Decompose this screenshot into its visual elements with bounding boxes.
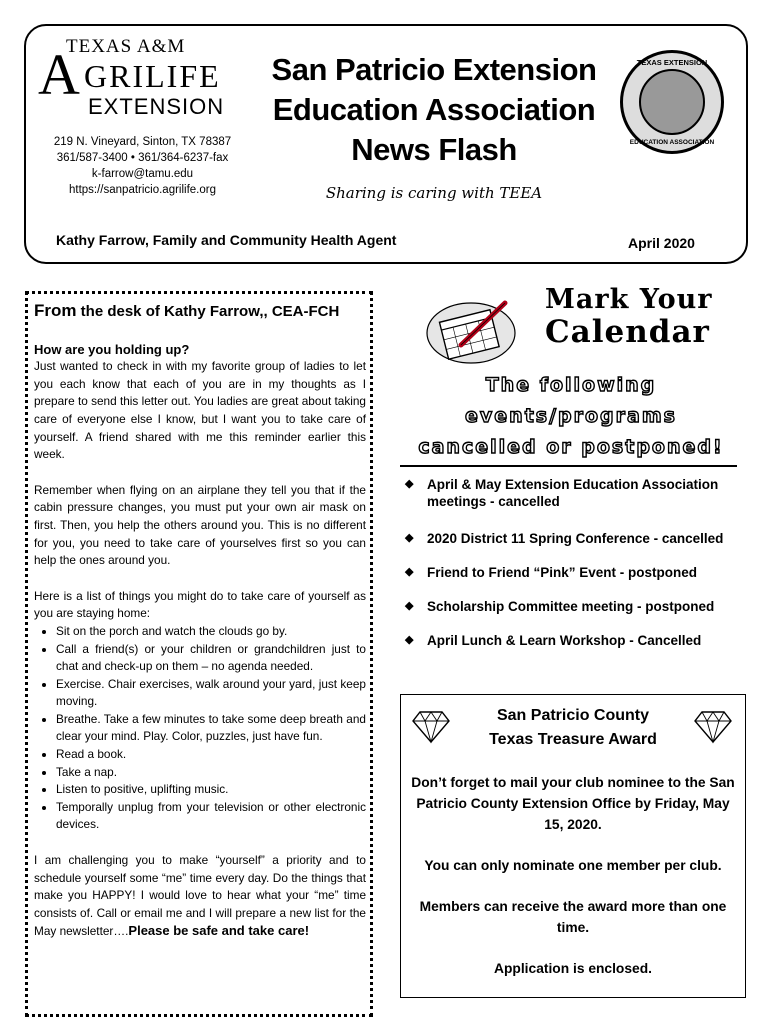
award-paragraph-2: You can only nominate one member per club. <box>424 858 722 873</box>
list-item <box>405 598 745 615</box>
list-item <box>405 476 745 510</box>
list-item: • Listen to positive, uplifting music. <box>56 781 366 799</box>
event-list <box>405 470 745 648</box>
diamond-bullet-icon: ◆ <box>405 634 414 646</box>
list-item: • Read a book. <box>56 746 366 764</box>
divider <box>400 465 737 467</box>
desk-paragraph-2: Remember when flying on an airplane they tell you that if the cabin pressure changes, you must put your own air mask on first. Then, you help the others around you. This is no different for you, you need to take care of yourselves first so you can help the ones around you. <box>34 482 366 568</box>
event-text: April Lunch & Learn Workshop - Cancelled <box>427 633 702 648</box>
desk-title <box>34 302 366 321</box>
desk-paragraph-1: Just wanted to check in with my favorite group of ladies to let you each know that each of you are in my thoughts as I prepare to send this letter out. You ladies are great about taking care of everyone else I know, but I want you to take care of yourself. A friend shared with me this reminder earlier this week. <box>34 359 366 462</box>
desk-title-rest: the desk of Kathy Farrow,, CEA-FCH <box>76 303 340 320</box>
email-link[interactable]: k-farrow@tamu.edu <box>91 168 194 180</box>
list-item: • Temporally unplug from your television or other electronic devices. <box>56 799 366 834</box>
desk-paragraph-3: Here is a list of things you might do to take care of yourself as you are staying home: <box>34 588 366 621</box>
award-paragraph-3: Members can receive the award more than one time. <box>419 899 727 935</box>
list-item: • Exercise. Chair exercises, walk around your yard, just keep moving. <box>56 676 366 711</box>
agrilife-logo <box>38 36 243 120</box>
list-item <box>405 564 745 581</box>
diamond-bullet-icon: ◆ <box>405 600 414 612</box>
cancelled-heading <box>405 370 737 463</box>
desk-paragraph-4-text: I am challenging you to make “yourself” a priority and to schedule yourself some “me” time every day. Do the things that make you HAPPY! I would love to hear what your “me” time consists of. Call or email me and I will prepare a new list for the May newsletter…. <box>34 853 366 939</box>
event-text: Scholarship Committee meeting - postponed <box>427 599 715 614</box>
list-item <box>405 530 745 547</box>
cancelled-heading-line2: events/programs <box>465 405 677 427</box>
award-title <box>440 704 706 752</box>
list-item: • Take a nap. <box>56 764 366 782</box>
event-text: 2020 District 11 Spring Conference - cancelled <box>427 531 724 546</box>
seal-top-text: TEXAS EXTENSION <box>636 58 708 67</box>
award-title-line2: Texas Treasure Award <box>489 731 657 748</box>
event-text: Friend to Friend “Pink” Event - postponed <box>427 565 698 580</box>
logo-line3: EXTENSION <box>88 94 225 119</box>
diamond-bullet-icon: ◆ <box>405 478 414 490</box>
award-body <box>410 772 736 999</box>
tagline: Sharing is caring with TEEA <box>325 184 543 202</box>
texas-map-icon <box>639 69 705 135</box>
calendar-pen-icon <box>425 295 517 365</box>
list-item: • Sit on the porch and watch the clouds go by. <box>56 623 366 641</box>
title-line2: Education Association <box>272 92 596 127</box>
desk-question: How are you holding up? <box>34 341 190 357</box>
agent-name: Kathy Farrow, Family and Community Health Agent <box>56 232 397 248</box>
logo-line1: TEXAS A&M <box>66 36 186 57</box>
logo-big-letter: A <box>38 42 80 107</box>
contact-address <box>40 134 245 198</box>
desk-paragraph-4 <box>34 852 366 941</box>
list-item <box>405 632 745 649</box>
street-address: 219 N. Vineyard, Sinton, TX 78387 <box>53 136 232 148</box>
diamond-bullet-icon: ◆ <box>405 566 414 578</box>
award-paragraph-4: Application is enclosed. <box>494 961 652 976</box>
title-line3: News Flash <box>351 132 517 167</box>
desk-letter-box <box>25 291 373 1017</box>
diamond-bullet-icon: ◆ <box>405 532 414 544</box>
issue-date: April 2020 <box>628 235 695 251</box>
teea-seal-icon <box>620 50 724 154</box>
title-line1: San Patricio Extension <box>271 52 597 87</box>
newsletter-title <box>250 50 618 170</box>
event-text: April & May Extension Education Association meetings - cancelled <box>427 477 719 509</box>
award-paragraph-1: Don’t forget to mail your club nominee to the San Patricio County Extension Office by Friday, May 15, 2020. <box>411 775 735 832</box>
logo-line2: GRILIFE <box>84 58 221 94</box>
award-title-line1: San Patricio County <box>496 707 650 724</box>
desk-closing: Please be safe and take care! <box>128 923 310 939</box>
website-link[interactable]: https://sanpatricio.agrilife.org <box>68 184 217 196</box>
cancelled-heading-line3: cancelled or postponed! <box>418 436 724 458</box>
list-item: • Call a friend(s) or your children or grandchildren just to chat and check-up on them – no agenda needed. <box>56 641 366 676</box>
desk-title-from: From <box>34 301 77 320</box>
seal-bottom-text: EDUCATION ASSOCIATION <box>629 139 715 146</box>
phone-numbers: 361/587-3400 • 361/364-6237-fax <box>56 152 229 164</box>
cancelled-heading-line1: The following <box>485 374 657 396</box>
list-item: • Breathe. Take a few minutes to take some deep breath and clear your mind. Play. Color, puzzles, just have fun. <box>56 711 366 746</box>
mark-your-heading: Mark Your <box>545 284 713 315</box>
self-care-list <box>34 623 366 834</box>
calendar-heading: Calendar <box>545 314 710 350</box>
